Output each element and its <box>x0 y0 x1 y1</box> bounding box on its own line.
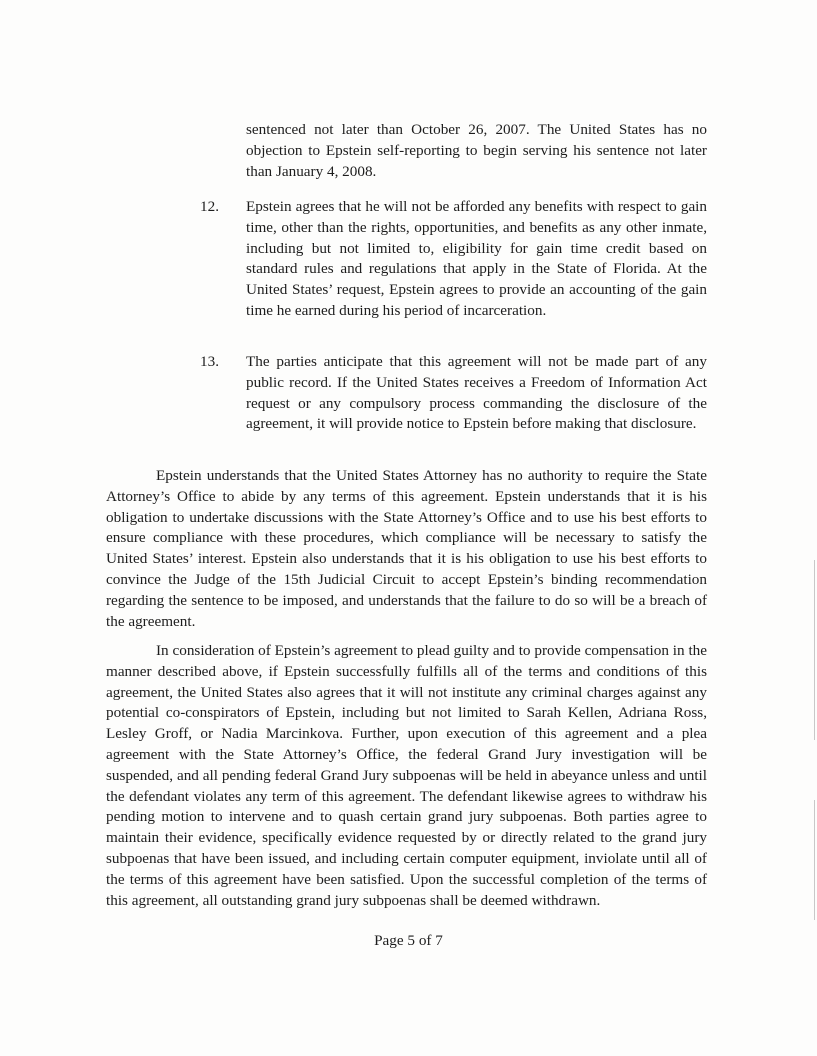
item-number: 13. <box>200 353 219 370</box>
paragraph-consideration <box>106 641 707 911</box>
scan-edge-mark <box>814 560 815 740</box>
continuation-text: sentenced not later than October 26, 2007. The United States has no objection to Epstein self-reporting to begin serving his sentence not later than January 4, 2008. <box>246 121 707 180</box>
item-text: The parties anticipate that this agreement will not be made part of any public record. If the United States receives a Freedom of Information Act request or any compulsory process commanding the disclosure of the agreement, it will provide notice to Epstein before making that disclosure. <box>246 353 707 433</box>
item-number: 12. <box>200 198 219 215</box>
page-number: Page 5 of 7 <box>374 932 443 949</box>
paragraph-text: In consideration of Epstein’s agreement to plead guilty and to provide compensation in the manner described above, if Epstein successfully fulfills all of the terms and conditions of this agreement, the United States also agrees that it will not institute any criminal charges against any potential co-conspirators of Epstein, including but not limited to Sarah Kellen, Adriana Ross, Lesley Groff, or Nadia Marcinkova. Further, upon execution of this agreement and a plea agreement with the State Attorney’s Office, the federal Grand Jury investigation will be suspended, and all pending federal Grand Jury subpoenas will be held in abeyance unless and until the defendant violates any term of this agreement. The defendant likewise agrees to withdraw his pending motion to intervene and to quash certain grand jury subpoenas. Both parties agree to maintain their evidence, specifically evidence requested by or directly related to the grand jury subpoenas that have been issued, and including certain computer equipment, inviolate until all of the terms of this agreement have been satisfied. Upon the successful completion of the terms of this agreement, all outstanding grand jury subpoenas shall be deemed withdrawn. <box>106 642 707 909</box>
paragraph-text: Epstein understands that the United States Attorney has no authority to require the State Attorney’s Office to abide by any terms of this agreement. Epstein understands that it is his obligation to undertake discussions with the State Attorney’s Office and to use his best efforts to ensure compliance with these procedures, which compliance will be necessary to satisfy the United States’ interest. Epstein also understands that it is his obligation to use his best efforts to convince the Judge of the 15th Judicial Circuit to accept Epstein’s binding recommendation regarding the sentence to be imposed, and understands that the failure to do so will be a breach of the agreement. <box>106 467 707 630</box>
paragraph-state-attorney <box>106 466 707 632</box>
item-text: Epstein agrees that he will not be afforded any benefits with respect to gain time, other than the rights, opportunities, and benefits as any other inmate, including but not limited to, eligibility for gain time credit based on standard rules and regulations that apply in the State of Florida. At the United States’ request, Epstein agrees to provide an accounting of the gain time he earned during his period of incarceration. <box>246 198 707 319</box>
scan-edge-mark <box>814 800 815 920</box>
